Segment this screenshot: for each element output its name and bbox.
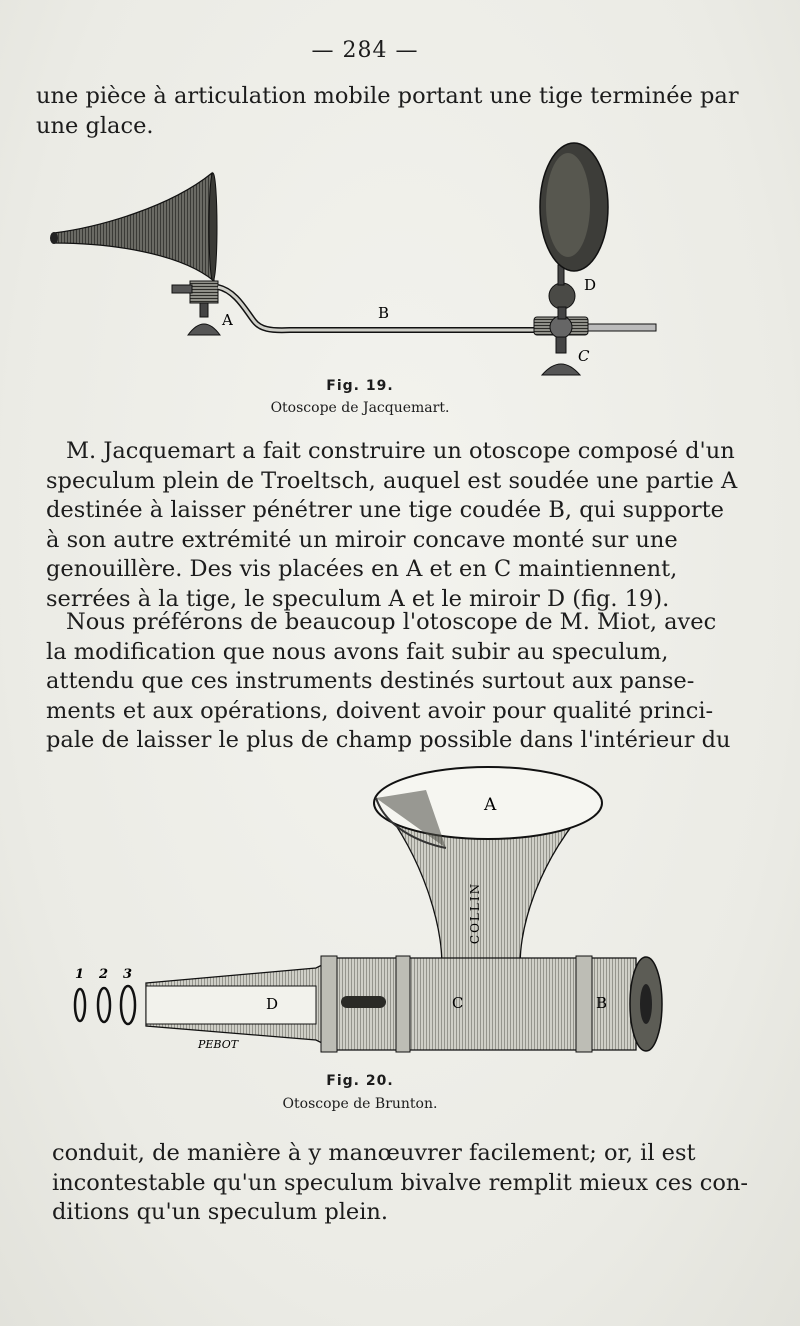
paragraph-jacquemart [46, 437, 738, 614]
text-line: la modification que nous avons fait subir au speculum, [46, 638, 669, 665]
paragraph-end [52, 1139, 749, 1228]
paragraph-top [36, 82, 739, 141]
fig20-letter-b: B [596, 994, 608, 1012]
text-line: M. Jacquemart a fait construire un otoscope composé d'un [66, 438, 735, 464]
figure-19-caption: Otoscope de Jacquemart. [270, 400, 450, 416]
page-number: — 284 — [311, 38, 419, 63]
ring-number-2: 2 [99, 967, 109, 982]
text-line: conduit, de manière à y manœuvrer facilement; or, il est [52, 1140, 696, 1166]
fig19-letter-a: A [222, 311, 233, 329]
text-line: ments et aux opérations, doivent avoir pour qualité princi- [46, 697, 714, 724]
figure-20-caption: Otoscope de Brunton. [282, 1096, 438, 1112]
fig19-letter-b: B [378, 304, 390, 322]
text-line: une glace. [36, 112, 154, 139]
text-line: genouillère. Des vis placées en A et en C maintiennent, [46, 556, 678, 582]
figure-19-illustration [40, 135, 680, 380]
text-line: serrées à la tige, le speculum A et le miroir D (fig. 19). [46, 585, 670, 612]
figure-20-illustration [66, 758, 676, 1058]
paragraph-miot [46, 608, 731, 756]
ring-number-1: 1 [75, 967, 85, 982]
text-line: pale de laisser le plus de champ possible dans l'intérieur du [46, 727, 731, 753]
text-line: ditions qu'un speculum plein. [52, 1199, 389, 1225]
ring-number-3: 3 [123, 967, 133, 982]
fig20-letter-d: D [266, 995, 279, 1013]
fig20-letter-a: A [484, 795, 497, 815]
text-line: Nous préférons de beaucoup l'otoscope de M. Miot, avec [66, 609, 717, 635]
text-line: incontestable qu'un speculum bivalve remplit mieux ces con- [52, 1169, 749, 1196]
fig19-letter-d: D [584, 276, 597, 294]
text-line: à son autre extrémité un miroir concave monté sur une [46, 526, 678, 553]
text-line: attendu que ces instruments destinés surtout aux panse- [46, 668, 695, 694]
text-line: destinée à laisser pénétrer une tige coudée B, qui supporte [46, 497, 724, 523]
engraver-signature: PEBOT [198, 1038, 239, 1051]
fig19-letter-c: C [578, 347, 590, 365]
fig20-letter-c: C [452, 994, 464, 1012]
figure-19-label: Fig. 19. [326, 378, 394, 394]
figure-20-label: Fig. 20. [326, 1073, 394, 1089]
text-line: speculum plein de Troeltsch, auquel est soudée une partie A [46, 467, 738, 494]
text-line: une pièce à articulation mobile portant une tige terminée par [36, 83, 739, 109]
maker-mark-collin: COLLIN [468, 881, 482, 945]
